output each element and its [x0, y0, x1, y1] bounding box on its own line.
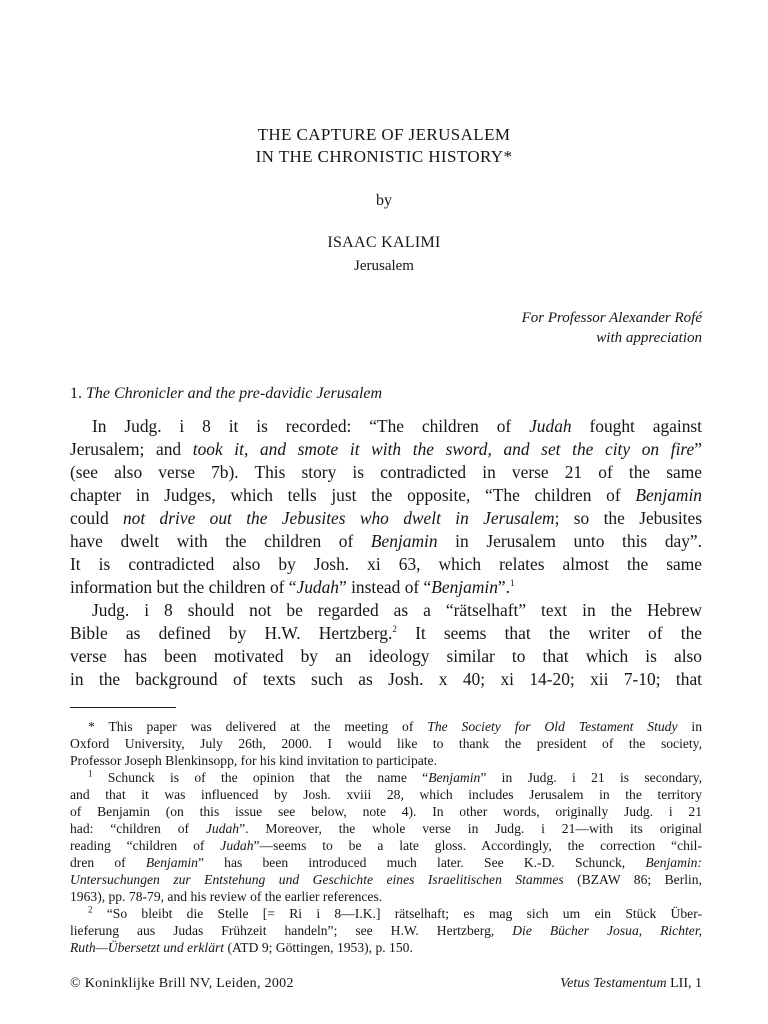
dedication-line-1: For Professor Alexander Rofé: [521, 310, 702, 326]
footnote-line: and that it was influenced by Josh. xviii 28, which includes Jerusalem in the territory: [70, 787, 702, 802]
footnote-line: $^2$ “So bleibt die Stelle [= Ri i 8—I.K.] rätselhaft; es mag sich um ein Stück Über-: [88, 904, 702, 921]
section-number: 1.: [70, 385, 82, 402]
footnote-line: Professor Joseph Blenkinsopp, for his kind invitation to participate.: [70, 753, 437, 768]
section-title: The Chronicler and the pre-davidic Jerusalem: [86, 385, 383, 402]
author-affiliation: Jerusalem: [354, 258, 414, 274]
footnote-line: of Benjamin (on this issue see below, note 4). In other words, originally Judg. i 21: [70, 804, 702, 819]
footnote-line: Oxford University, July 26th, 2000. I would like to thank the president of the society,: [70, 736, 702, 751]
body-line: in the background of texts such as Josh. x 40; xi 14-20; xii 7-10; that: [70, 669, 702, 689]
body-line: information but the children of “Judah” instead of “Benjamin”.$^1$: [70, 577, 515, 597]
body-line: (see also verse 7b). This story is contradicted in verse 21 of the same: [70, 462, 702, 482]
copyright-notice: © Koninklijke Brill NV, Leiden, 2002: [70, 976, 294, 991]
footnote-divider: [70, 707, 176, 708]
author-name: ISAAC KALIMI: [327, 234, 441, 251]
journal-citation: [560, 976, 702, 992]
article-title-line-1: THE CAPTURE OF JERUSALEM: [257, 125, 511, 144]
footnote-ref[interactable]: 1: [509, 578, 515, 589]
footnote-line: $^1$ Schunck is of the opinion that the name “Benjamin” in Judg. i 21 is secondary,: [88, 768, 703, 785]
footnote-ref[interactable]: 2: [392, 624, 397, 635]
footnote-line: lieferung aus Judas Frühzeit handeln”; see H.W. Hertzberg, Die Bücher Josua, Richter,: [70, 923, 702, 938]
footnote-line: reading “children of Judah”—seems to be a late gloss. Accordingly, the correction “chil-: [70, 838, 702, 853]
journal-name: Vetus Testamentum: [560, 976, 667, 991]
journal-volume: LII, 1: [666, 976, 702, 991]
footnote-line: * This paper was delivered at the meeting of The Society for Old Testament Study in: [88, 719, 702, 734]
article-title-line-2: IN THE CHRONISTIC HISTORY*: [255, 147, 513, 166]
footnote-line: had: “children of Judah”. Moreover, the whole verse in Judg. i 21—with its original: [70, 821, 702, 836]
body-line: Judg. i 8 should not be regarded as a “rätselhaft” text in the Hebrew: [92, 600, 702, 620]
dedication-line-2: with appreciation: [596, 330, 702, 346]
footnote-line: dren of Benjamin” has been introduced much later. See K.-D. Schunck, Benjamin:: [70, 855, 703, 870]
footnote-line: Ruth—Übersetzt und erklärt (ATD 9; Göttingen, 1953), p. 150.: [70, 940, 413, 955]
footnote-line: 1963), pp. 78-79, and his review of the earlier references.: [70, 889, 383, 904]
byline: by: [376, 192, 392, 209]
body-line: have dwelt with the children of Benjamin in Jerusalem unto this day”.: [70, 531, 702, 551]
body-line: Jerusalem; and took it, and smote it with the sword, and set the city on fire”: [70, 439, 702, 459]
body-line: chapter in Judges, which tells just the opposite, “The children of Benjamin: [70, 485, 702, 505]
footnote-line: Untersuchungen zur Entstehung und Geschichte eines Israelitischen Stammes (BZAW 86; Berlin,: [70, 872, 702, 887]
body-line: verse has been motivated by an ideology similar to that which is also: [70, 646, 702, 666]
body-line: Bible as defined by H.W. Hertzberg.$^2$ It seems that the writer of the: [70, 623, 702, 643]
body-line: It is contradicted also by Josh. xi 63, which relates almost the same: [70, 554, 702, 574]
section-heading: [70, 385, 382, 403]
body-line: In Judg. i 8 it is recorded: “The children of Judah fought against: [92, 416, 702, 436]
body-line: could not drive out the Jebusites who dwelt in Jerusalem; so the Jebusites: [70, 508, 702, 528]
